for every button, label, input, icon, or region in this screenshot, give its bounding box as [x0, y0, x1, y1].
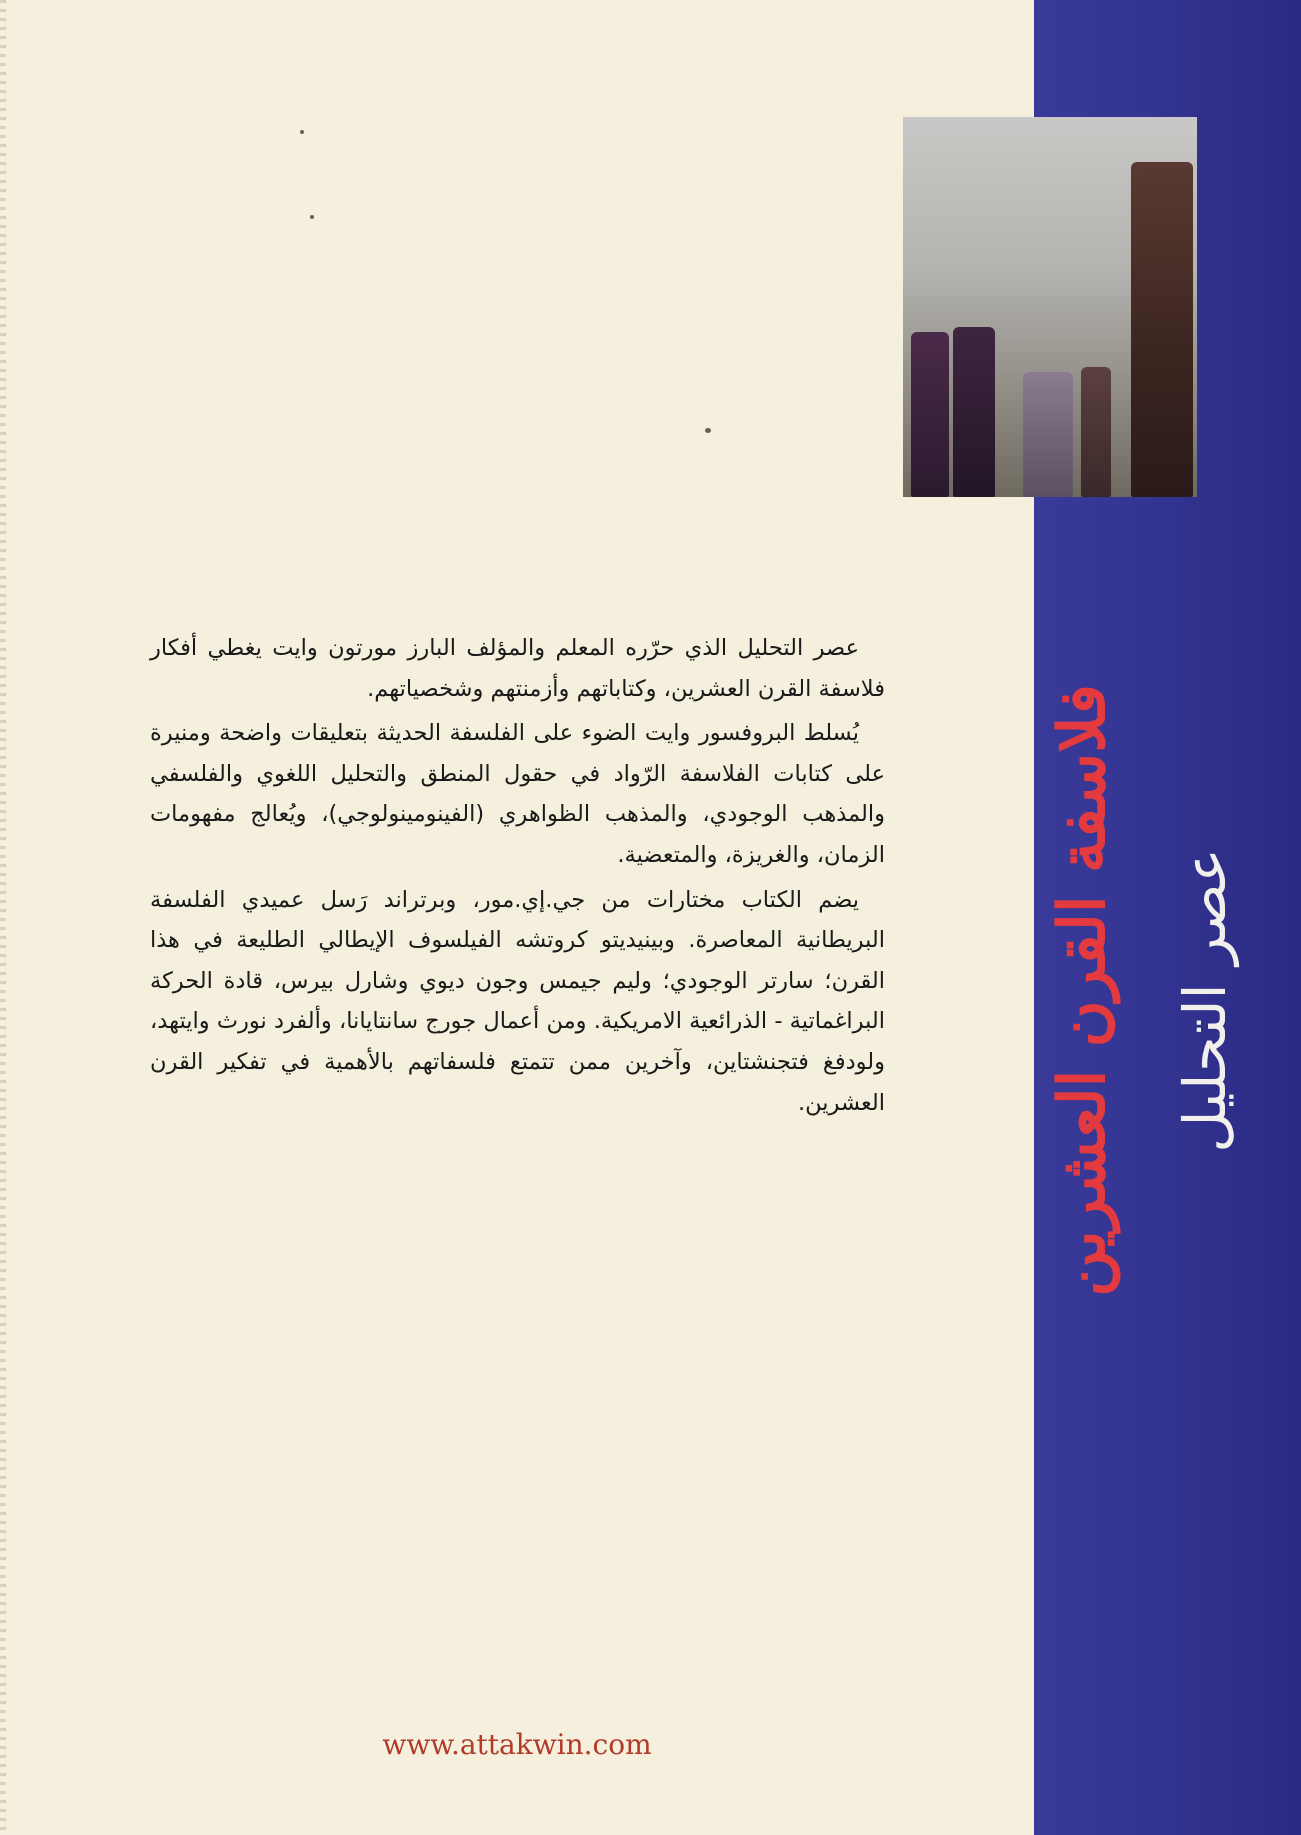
cover-photo — [903, 117, 1197, 497]
book-subtitle — [1170, 640, 1240, 1360]
paper-edge — [0, 0, 6, 1835]
blurb-paragraph: يضم الكتاب مختارات من جي.إي.مور، وبرتراند رَسل عميدي الفلسفة البريطانية المعاصرة. وبينيديتو كروتشه الفيلسوف الإيطالي الطليعة في هذا القرن؛ سارتر الوجودي؛ وليم جيمس وجون ديوي وشارل بيرس، قادة الحركة البراغماتية - الذرائعية الامريكية. ومن أعمال جورج سانتايانا، وألفرد نورث وايتهد، ولودفغ فتجنشتاين، وآخرين ممن تتمتع فلسفاتهم بالأهمية في تفكير القرن العشرين. — [150, 886, 885, 1116]
back-cover-blurb — [150, 628, 885, 1127]
book-title — [1044, 560, 1120, 1420]
paper-speck — [310, 215, 314, 219]
paper-speck — [705, 428, 711, 433]
blurb-paragraph: عصر التحليل الذي حرّره المعلم والمؤلف البارز مورتون وايت يغطي أفكار فلاسفة القرن العشرين، وكتاباتهم وأزمنتهم وشخصياتهم. — [150, 635, 885, 702]
sculpture-figure — [953, 327, 995, 497]
blurb-paragraph: يُسلط البروفسور وايت الضوء على الفلسفة الحديثة بتعليقات واضحة ومنيرة على كتابات الفلاسفة الرّواد في حقول المنطق والتحليل اللغوي والفلسفي والمذهب الوجودي، والمذهب الظواهري (الفينومينولوجي)، ويُعالج مفهومات الزمان، والغريزة، والمتعضية. — [150, 720, 885, 868]
paper-speck — [300, 130, 304, 134]
publisher-website[interactable]: www.attakwin.com — [382, 1728, 652, 1761]
book-title-text: فلاسفة القرن العشرين — [1044, 683, 1120, 1297]
book-subtitle-text: عصر التحليل — [1171, 847, 1239, 1153]
sculpture-figure — [1131, 162, 1193, 497]
sculpture-figure — [911, 332, 949, 497]
sculpture-figure — [1023, 372, 1073, 497]
sculpture-figure — [1081, 367, 1111, 497]
